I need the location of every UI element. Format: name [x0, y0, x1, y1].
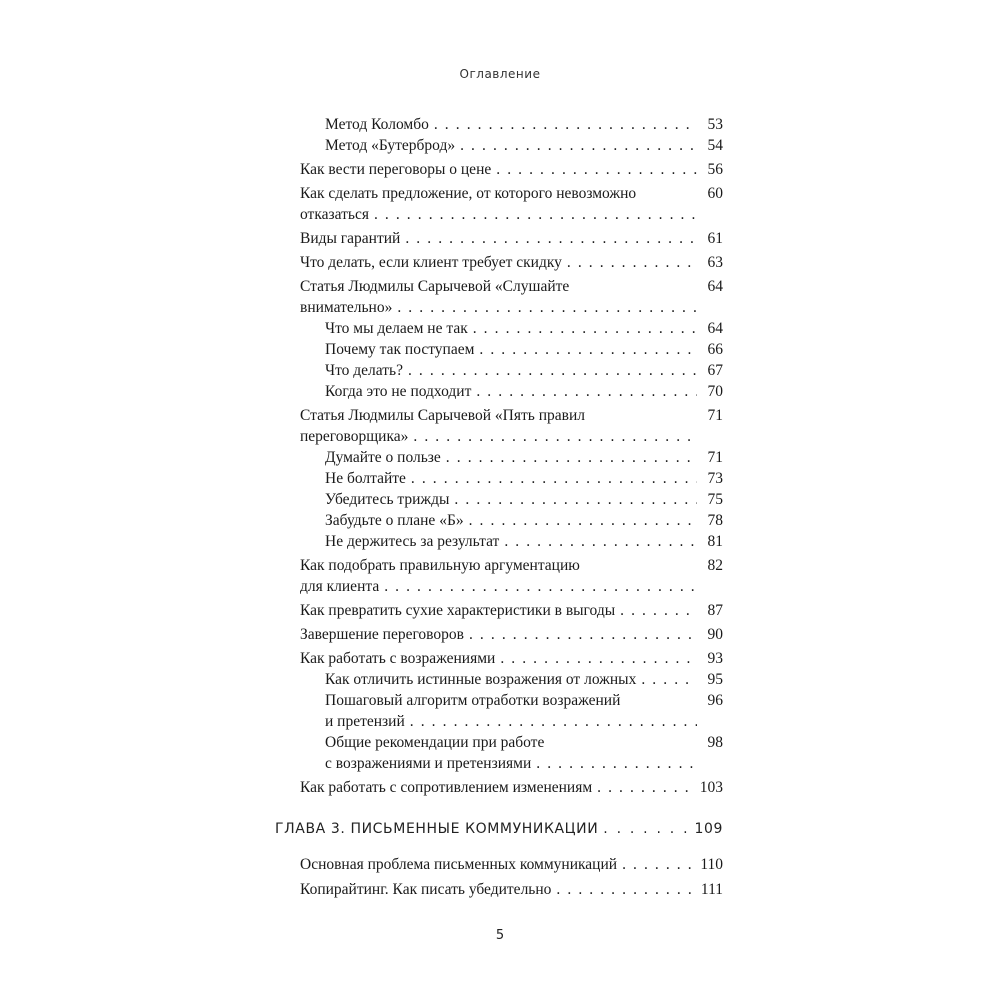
toc-entry — [300, 318, 723, 339]
toc-entry-title — [300, 624, 697, 645]
toc-entry — [300, 531, 723, 552]
toc-entry-title-text: Забудьте о плане «Б» . . . — [325, 512, 464, 529]
toc-entry-title-text: Как работать с возражениями . . . — [300, 650, 495, 667]
toc-entry-page: 64 — [697, 276, 723, 297]
toc-entry-title — [325, 690, 697, 732]
toc-entry-title-text: с возражениями и претензиями . . . — [325, 755, 531, 772]
toc-entry-page: 60 — [697, 183, 723, 204]
toc-entry-page: 71 — [697, 405, 723, 426]
toc-entry-title — [325, 114, 697, 135]
toc-entry-page: 56 — [697, 159, 723, 180]
toc-entry-title — [300, 555, 697, 597]
toc-entry-title — [300, 877, 697, 902]
toc-entry-page: 64 — [697, 318, 723, 339]
toc-entry — [300, 228, 723, 249]
toc-entry-title-text: отказаться . . . — [300, 206, 369, 223]
toc-entry-page: 73 — [697, 468, 723, 489]
toc-entry-title-text: Как вести переговоры о цене . . . — [300, 161, 491, 178]
toc-entry-title-text: Не держитесь за результат . . . — [325, 533, 499, 550]
toc-entry-title-text: Как работать с сопротивлением изменениям . . . — [300, 779, 592, 796]
toc-entry-title — [325, 669, 697, 690]
toc-entry-title — [325, 135, 697, 156]
toc-entry-title — [325, 318, 697, 339]
toc-entry — [300, 360, 723, 381]
toc-entry-title-text: Основная проблема письменных коммуникаций . . . — [300, 856, 617, 873]
toc-entry-title — [300, 183, 697, 225]
toc-entry — [300, 405, 723, 447]
chapter-page: 109 — [690, 821, 723, 837]
toc-entry-title-line1: Статья Людмилы Сарычевой «Слушайте — [300, 278, 570, 295]
toc-entry — [300, 276, 723, 318]
toc-entry-title-text: и претензий . . . — [325, 713, 405, 730]
toc-entry-page: 71 — [697, 447, 723, 468]
toc-entry-title — [300, 228, 697, 249]
toc-entry-title — [300, 276, 697, 318]
running-header: Оглавление — [459, 67, 541, 81]
toc-entry-page: 95 — [697, 669, 723, 690]
toc-entry-title-line1: Пошаговый алгоритм отработки возражений — [325, 692, 621, 709]
toc-entry-page: 78 — [697, 510, 723, 531]
toc-entry-page: 53 — [697, 114, 723, 135]
toc-entry — [300, 447, 723, 468]
chapter-title — [275, 821, 690, 837]
toc-entry-title-text: Метод Коломбо . . . — [325, 116, 429, 133]
toc-entry-title-text: Копирайтинг. Как писать убедительно . . . — [300, 881, 551, 898]
toc-entry-title — [325, 339, 697, 360]
toc-entry-title-text: Что делать? . . . — [325, 362, 403, 379]
toc-entry — [300, 732, 723, 774]
toc-entry — [300, 852, 723, 877]
toc-entry-title-text: Думайте о пользе . . . — [325, 449, 441, 466]
toc-entry-title-text: Завершение переговоров . . . — [300, 626, 464, 643]
toc-entry — [300, 555, 723, 597]
toc-entry-title-text: переговорщика» . . . — [300, 428, 408, 445]
toc-entry-page: 54 — [697, 135, 723, 156]
toc-entry-title — [325, 468, 697, 489]
toc-entry-title-text: Что делать, если клиент требует скидку . . . — [300, 254, 562, 271]
toc-entry — [300, 159, 723, 180]
toc-entry-title — [325, 531, 697, 552]
toc-list-chapter-3 — [300, 852, 723, 902]
chapter-heading — [275, 821, 723, 837]
toc-entry-page: 87 — [697, 600, 723, 621]
toc-entry-page: 96 — [697, 690, 723, 711]
toc-entry-title — [325, 489, 697, 510]
toc-entry — [300, 381, 723, 402]
toc-entry — [300, 135, 723, 156]
toc-entry — [300, 468, 723, 489]
toc-entry-title-text: для клиента . . . — [300, 578, 379, 595]
toc-entry-title-line1: Как подобрать правильную аргументацию — [300, 557, 580, 574]
toc-list — [300, 114, 723, 798]
toc-entry-title-text: Как превратить сухие характеристики в выгоды . . . — [300, 602, 615, 619]
toc-entry-page: 70 — [697, 381, 723, 402]
toc-entry-title — [325, 447, 697, 468]
toc-entry — [300, 624, 723, 645]
toc-entry-title-text: Виды гарантий . . . — [300, 230, 400, 247]
toc-entry — [300, 600, 723, 621]
toc-entry — [300, 669, 723, 690]
toc-entry — [300, 510, 723, 531]
toc-entry-page: 110 — [696, 852, 723, 877]
toc-entry-title — [325, 510, 697, 531]
toc-entry-page: 81 — [697, 531, 723, 552]
toc-entry-title-text: Что мы делаем не так . . . — [325, 320, 468, 337]
toc-entry-title-text: Метод «Бутерброд» . . . — [325, 137, 455, 154]
toc-entry — [300, 339, 723, 360]
toc-entry-title-line1: Статья Людмилы Сарычевой «Пять правил — [300, 407, 585, 424]
toc-entry-title — [300, 648, 697, 669]
toc-entry-page: 75 — [697, 489, 723, 510]
toc-entry-title-text: Когда это не подходит . . . — [325, 383, 471, 400]
toc-entry-title — [300, 405, 697, 447]
toc-entry — [300, 690, 723, 732]
toc-entry-page: 111 — [697, 877, 723, 902]
toc-entry-page: 82 — [697, 555, 723, 576]
toc-entry-title — [300, 600, 697, 621]
toc-entry-page: 66 — [697, 339, 723, 360]
toc-entry-title — [325, 381, 697, 402]
toc-entry-title — [325, 360, 697, 381]
toc-entry — [300, 648, 723, 669]
toc-entry — [300, 183, 723, 225]
toc-entry-page: 103 — [696, 777, 723, 798]
toc-entry-title-line1: Общие рекомендации при работе — [325, 734, 545, 751]
toc-entry — [300, 877, 723, 902]
toc-entry-title — [300, 777, 696, 798]
toc-entry-title — [300, 852, 696, 877]
page-number: 5 — [495, 928, 505, 943]
toc-entry — [300, 489, 723, 510]
toc-entry-page: 98 — [697, 732, 723, 753]
toc-entry-page: 67 — [697, 360, 723, 381]
toc-entry-title-text: Как отличить истинные возражения от ложных . . . — [325, 671, 636, 688]
toc-entry-title-text: Убедитесь трижды . . . — [325, 491, 449, 508]
toc-entry-title-text: Почему так поступаем . . . — [325, 341, 474, 358]
toc-entry-page: 61 — [697, 228, 723, 249]
toc-entry-title — [300, 252, 697, 273]
toc-entry-title — [325, 732, 697, 774]
toc-entry-title — [300, 159, 697, 180]
toc-entry — [300, 252, 723, 273]
toc-entry-page: 93 — [697, 648, 723, 669]
toc-entry — [300, 114, 723, 135]
toc-entry — [300, 777, 723, 798]
toc-entry-page: 90 — [697, 624, 723, 645]
toc-entry-page: 63 — [697, 252, 723, 273]
chapter-title-text: ГЛАВА 3. ПИСЬМЕННЫЕ КОММУНИКАЦИИ . . . — [275, 821, 598, 837]
toc-entry-title-text: Не болтайте . . . — [325, 470, 406, 487]
toc-entry-title-text: внимательно» . . . — [300, 299, 392, 316]
toc-entry-title-line1: Как сделать предложение, от которого невозможно — [300, 185, 637, 202]
